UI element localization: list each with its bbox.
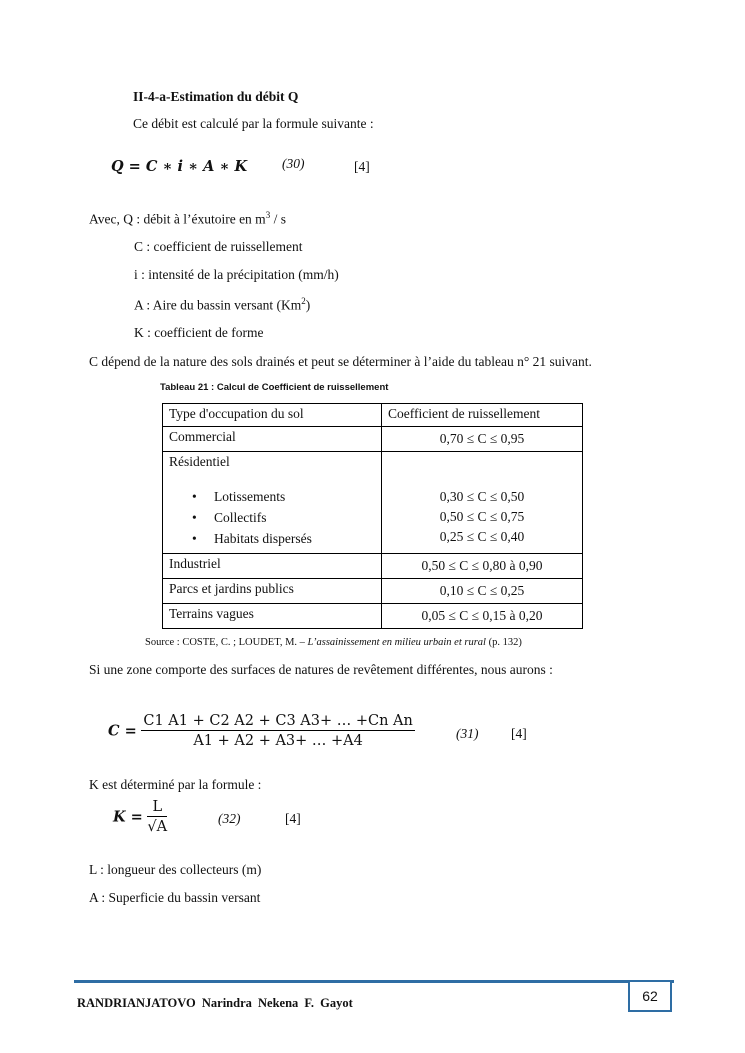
bullet-icon: • [192,510,197,525]
formula-31 [108,713,415,749]
table-source [145,637,522,648]
footer-divider [74,980,674,983]
residentiel-values [388,487,576,547]
residentiel-label: Résidentiel [169,454,230,469]
definition-a: A : Superficie du bassin versant [89,890,261,905]
list-item [169,507,375,528]
list-item-label: Lotissements [214,489,286,504]
table-cell-label: Terrains vagues [163,604,382,629]
variable-a-sup: 2 [301,296,306,306]
variable-q-sup: 3 [265,210,271,220]
table-cell-value: 0,50 ≤ C ≤ 0,80 à 0,90 [382,554,583,579]
formula-32-fraction [147,799,167,835]
variable-i: i : intensité de la précipitation (mm/h) [134,267,339,282]
formula-32-denominator: √A [147,819,168,835]
table-header-cell: Type d'occupation du sol [163,404,382,427]
table-cell-value: 0,70 ≤ C ≤ 0,95 [382,427,583,452]
table-cell-label: Commercial [163,427,382,452]
formula-30: Q = C ∗ i ∗ A ∗ K [111,158,248,175]
table-row [163,604,583,629]
variable-q [89,210,286,228]
formula-31-denominator: A1 + A2 + A3+ … +A4 [193,733,363,749]
variable-k: K : coefficient de forme [134,325,264,340]
variable-c: C : coefficient de ruissellement [134,239,303,254]
residentiel-value: 0,30 ≤ C ≤ 0,50 [439,489,525,504]
bullet-icon: • [192,531,197,546]
paragraph-zone: Si une zone comporte des surfaces de natures de revêtement différentes, nous aurons : [89,662,553,677]
residentiel-list [169,486,375,549]
source-suffix: (p. 132) [485,637,522,648]
table-cell-value: 0,10 ≤ C ≤ 0,25 [382,579,583,604]
variable-a [134,296,310,314]
runoff-coefficient-table [162,403,583,629]
footer-author: RANDRIANJATOVO Narindra Nekena F. Gayot [77,996,353,1010]
section-heading: II-4-a-Estimation du débit Q [133,89,299,104]
table-cell-value [382,452,583,554]
variable-a-text: A : Aire du bassin versant (Km [134,297,302,313]
formula-32-number: (32) [218,811,241,826]
formula-32-lhs: K = [113,808,143,826]
formula-31-number: (31) [456,726,479,741]
table-header-cell: Coefficient de ruissellement [382,404,583,427]
list-item [169,528,375,549]
bullet-icon: • [192,489,197,504]
source-prefix: Source : COSTE, C. ; LOUDET, M. – [145,637,308,648]
intro-text: Ce débit est calculé par la formule suivante : [133,116,374,131]
formula-32-numerator: L [147,799,167,817]
table-cell-value: 0,05 ≤ C ≤ 0,15 à 0,20 [382,604,583,629]
list-item-label: Habitats dispersés [214,531,312,546]
table-cell-label: Industriel [163,554,382,579]
table-caption: Tableau 21 : Calcul de Coefficient de ruissellement [160,382,389,393]
formula-31-fraction [141,713,414,749]
source-title: L’assainissement en milieu urbain et rural [307,637,486,648]
variable-q-text: Avec, Q : débit à l’éxutoire en m [89,211,266,227]
residentiel-value: 0,50 ≤ C ≤ 0,75 [439,509,525,524]
formula-32-ref: [4] [285,811,301,826]
formula-30-ref: [4] [354,159,370,174]
table-cell-label [163,452,382,554]
list-item-label: Collectifs [214,510,267,525]
formula-31-lhs: C = [108,722,137,740]
page-number: 62 [628,980,672,1012]
definition-l: L : longueur des collecteurs (m) [89,862,262,877]
table-cell-label: Parcs et jardins publics [163,579,382,604]
table-row [163,579,583,604]
paragraph-c: C dépend de la nature des sols drainés et peut se déterminer à l’aide du tableau n° 21 suivant. [89,354,592,369]
table-row [163,427,583,452]
variable-q-suffix: / s [270,211,286,227]
formula-31-numerator: C1 A1 + C2 A2 + C3 A3+ … +Cn An [143,713,413,729]
table-row [163,554,583,579]
formula-31-ref: [4] [511,726,527,741]
list-item [169,486,375,507]
variable-a-suffix: ) [305,297,311,313]
formula-30-number: (30) [282,156,305,171]
residentiel-value: 0,25 ≤ C ≤ 0,40 [439,529,525,544]
table-row [163,452,583,554]
paragraph-k: K est déterminé par la formule : [89,777,262,792]
table-header-row [163,404,583,427]
formula-32 [113,799,167,835]
